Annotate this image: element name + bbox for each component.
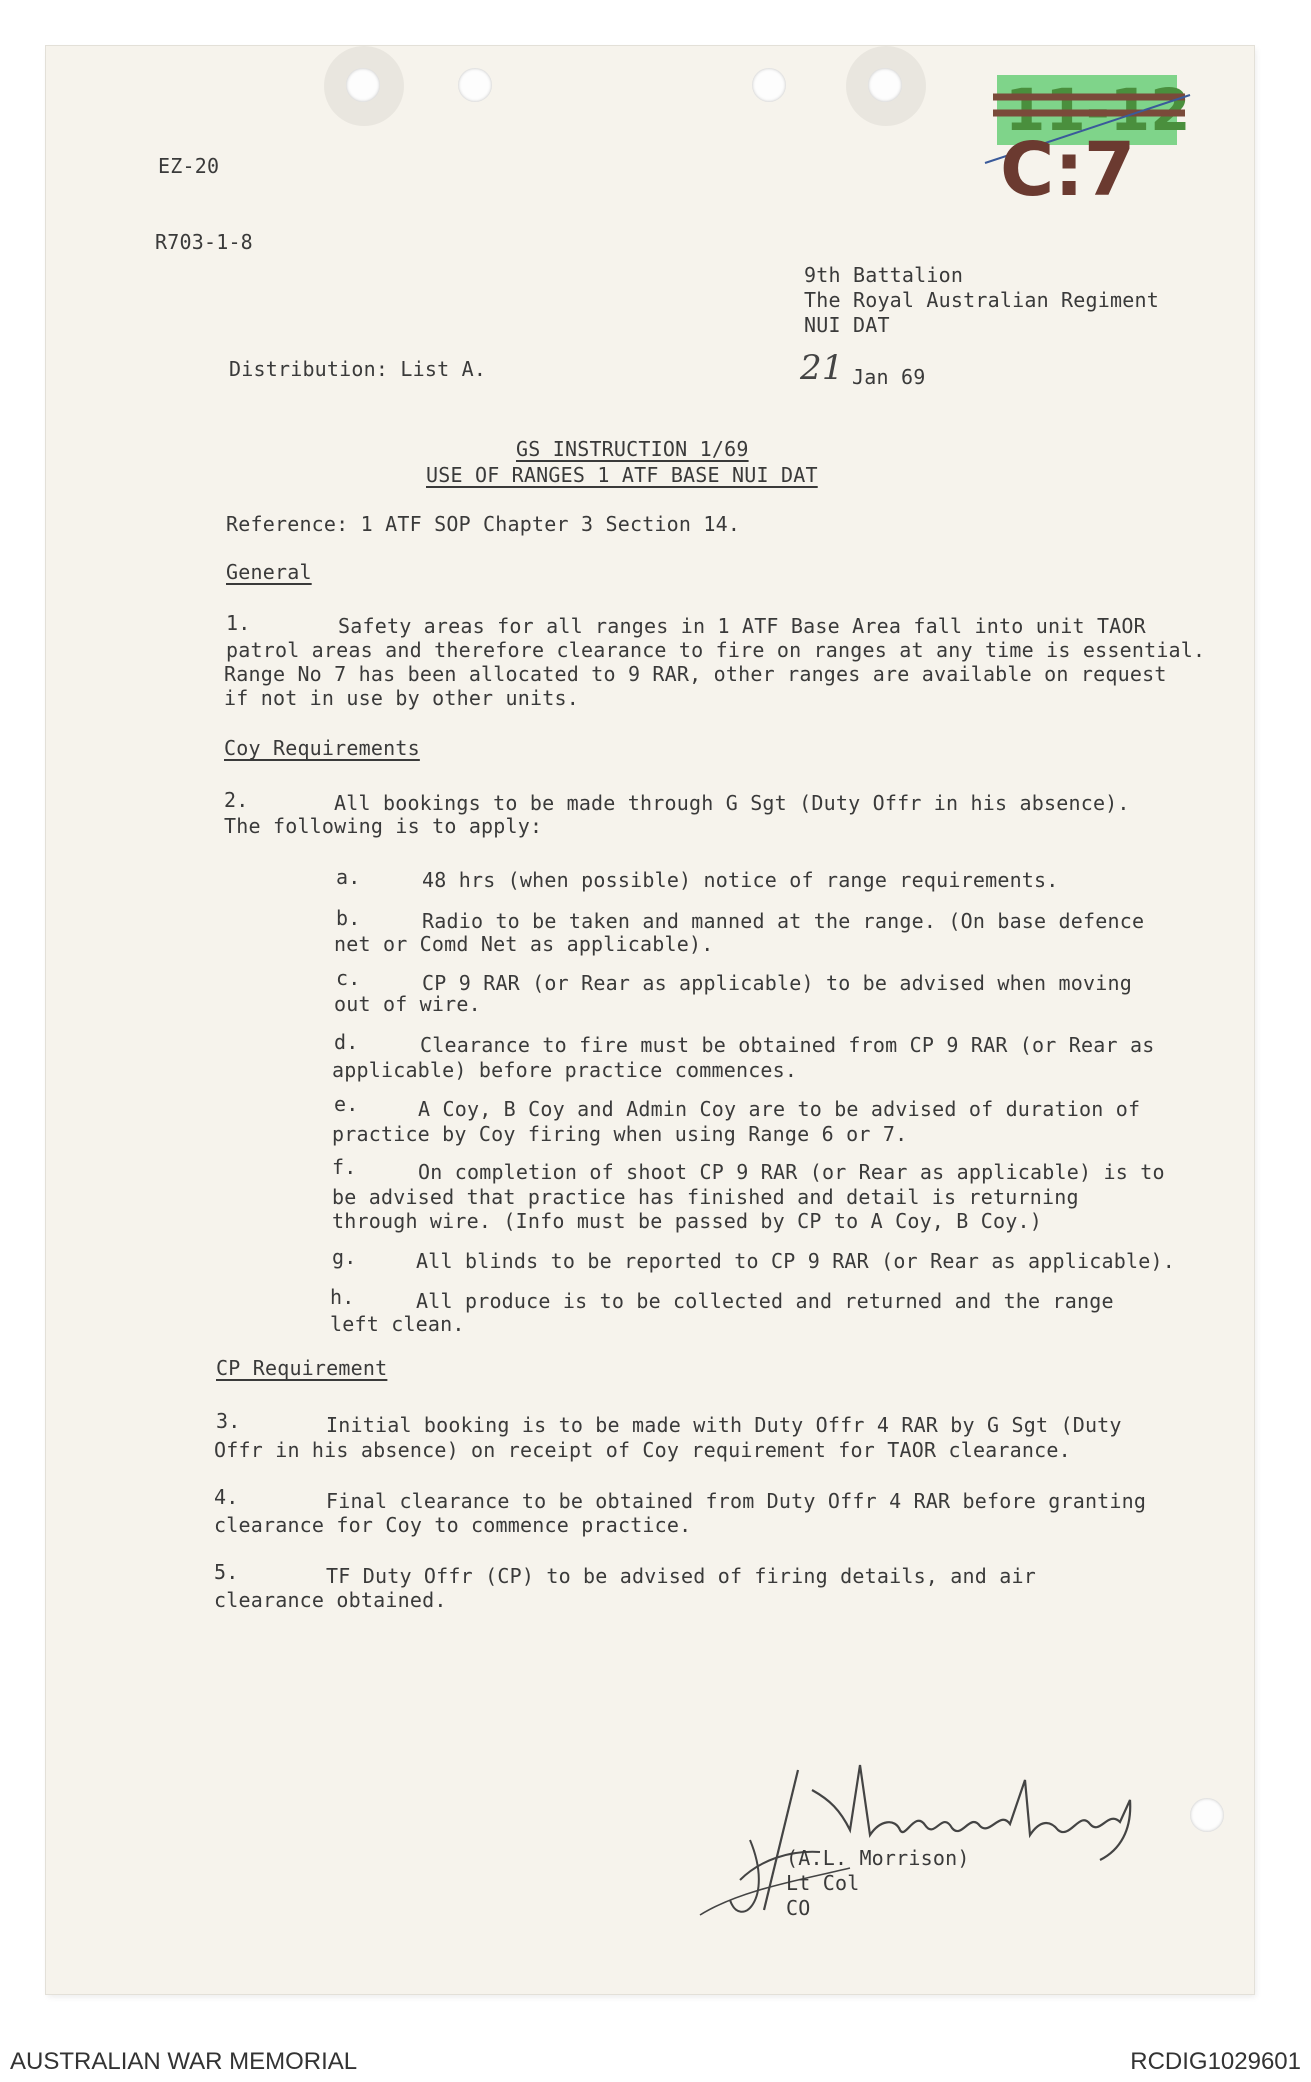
punch-hole bbox=[346, 68, 380, 102]
sender-line-2: The Royal Australian Regiment bbox=[804, 288, 1159, 312]
footer-institution: AUSTRALIAN WAR MEMORIAL bbox=[10, 2048, 358, 2075]
item-d-line-1: Clearance to fire must be obtained from CP 9 RAR (or Rear as bbox=[420, 1033, 1155, 1057]
heading-general: General bbox=[226, 560, 312, 584]
item-letter: b. bbox=[336, 906, 361, 930]
para-5-line-2: clearance obtained. bbox=[214, 1588, 447, 1612]
signatory-name: (A.L. Morrison) bbox=[786, 1846, 970, 1870]
heading-coy-requirements: Coy Requirements bbox=[224, 736, 420, 760]
para-1-line-2: patrol areas and therefore clearance to fire on ranges at any time is essential. bbox=[226, 638, 1206, 662]
para-2-line-1: All bookings to be made through G Sgt (Duty Offr in his absence). bbox=[334, 791, 1130, 815]
para-1-line-3: Range No 7 has been allocated to 9 RAR, other ranges are available on request bbox=[224, 662, 1167, 686]
instruction-subtitle: USE OF RANGES 1 ATF BASE NUI DAT bbox=[426, 463, 818, 487]
footer-catalogue-id: RCDIG1029601 bbox=[1130, 2048, 1301, 2075]
crossed-number: 11-12 bbox=[1005, 76, 1191, 144]
item-h-line-1: All produce is to be collected and returned and the range bbox=[416, 1289, 1114, 1313]
item-h-line-2: left clean. bbox=[330, 1312, 465, 1336]
item-c-line-2: out of wire. bbox=[334, 992, 481, 1016]
item-letter: a. bbox=[336, 865, 361, 889]
para-number: 1. bbox=[226, 611, 251, 635]
para-number: 4. bbox=[214, 1485, 239, 1509]
para-1-line-4: if not in use by other units. bbox=[224, 686, 579, 710]
para-number: 3. bbox=[216, 1409, 241, 1433]
para-1-line-1: Safety areas for all ranges in 1 ATF Base Area fall into unit TAOR bbox=[338, 614, 1146, 638]
date: Jan 69 bbox=[852, 365, 926, 389]
item-d-line-2: applicable) before practice commences. bbox=[332, 1058, 798, 1082]
item-f-line-3: through wire. (Info must be passed by CP to A Coy, B Coy.) bbox=[332, 1209, 1042, 1233]
item-f-line-1: On completion of shoot CP 9 RAR (or Rear as applicable) is to bbox=[418, 1160, 1165, 1184]
instruction-title: GS INSTRUCTION 1/69 bbox=[516, 437, 749, 461]
para-2-line-2: The following is to apply: bbox=[224, 814, 543, 838]
sender-line-3: NUI DAT bbox=[804, 313, 890, 337]
item-c-line-1: CP 9 RAR (or Rear as applicable) to be advised when moving bbox=[422, 971, 1132, 995]
reference-number: R703-1-8 bbox=[155, 230, 253, 254]
punch-hole bbox=[1190, 1798, 1224, 1832]
para-number: 5. bbox=[214, 1560, 239, 1584]
punch-hole bbox=[458, 68, 492, 102]
item-letter: c. bbox=[336, 966, 361, 990]
signatory-role: CO bbox=[786, 1896, 811, 1920]
para-3-line-2: Offr in his absence) on receipt of Coy requirement for TAOR clearance. bbox=[214, 1438, 1071, 1462]
item-e-line-2: practice by Coy firing when using Range 6 or 7. bbox=[332, 1122, 908, 1146]
item-letter: g. bbox=[332, 1245, 357, 1269]
annotation-label: C:7 bbox=[1000, 127, 1136, 205]
distribution: Distribution: List A. bbox=[229, 357, 487, 381]
item-e-line-1: A Coy, B Coy and Admin Coy are to be advised of duration of bbox=[418, 1097, 1141, 1121]
file-ref: EZ-20 bbox=[158, 154, 220, 178]
sender-line-1: 9th Battalion bbox=[804, 263, 964, 287]
item-f-line-2: be advised that practice has finished and detail is returning bbox=[332, 1185, 1079, 1209]
punch-hole bbox=[868, 68, 902, 102]
document-page bbox=[46, 46, 1254, 1994]
para-4-line-1: Final clearance to be obtained from Duty Offr 4 RAR before granting bbox=[326, 1489, 1147, 1513]
item-b-line-1: Radio to be taken and manned at the range. (On base defence bbox=[422, 909, 1145, 933]
handwritten-annotation bbox=[975, 55, 1205, 205]
item-letter: e. bbox=[334, 1092, 359, 1116]
item-letter: d. bbox=[334, 1030, 359, 1054]
signatory-rank: Lt Col bbox=[786, 1871, 860, 1895]
item-letter: h. bbox=[330, 1285, 355, 1309]
item-a-line-1: 48 hrs (when possible) notice of range requirements. bbox=[422, 868, 1059, 892]
para-5-line-1: TF Duty Offr (CP) to be advised of firing details, and air bbox=[326, 1564, 1036, 1588]
heading-cp-requirement: CP Requirement bbox=[216, 1356, 388, 1380]
reference-line: Reference: 1 ATF SOP Chapter 3 Section 14. bbox=[226, 512, 741, 536]
para-number: 2. bbox=[224, 788, 249, 812]
item-letter: f. bbox=[332, 1155, 357, 1179]
item-g-line-1: All blinds to be reported to CP 9 RAR (or Rear as applicable). bbox=[416, 1249, 1175, 1273]
item-b-line-2: net or Comd Net as applicable). bbox=[334, 932, 714, 956]
date-day-handwritten: 21 bbox=[800, 348, 844, 388]
para-3-line-1: Initial booking is to be made with Duty Offr 4 RAR by G Sgt (Duty bbox=[326, 1413, 1122, 1437]
para-4-line-2: clearance for Coy to commence practice. bbox=[214, 1513, 692, 1537]
signature-mark bbox=[680, 1740, 1160, 1920]
punch-hole bbox=[752, 68, 786, 102]
